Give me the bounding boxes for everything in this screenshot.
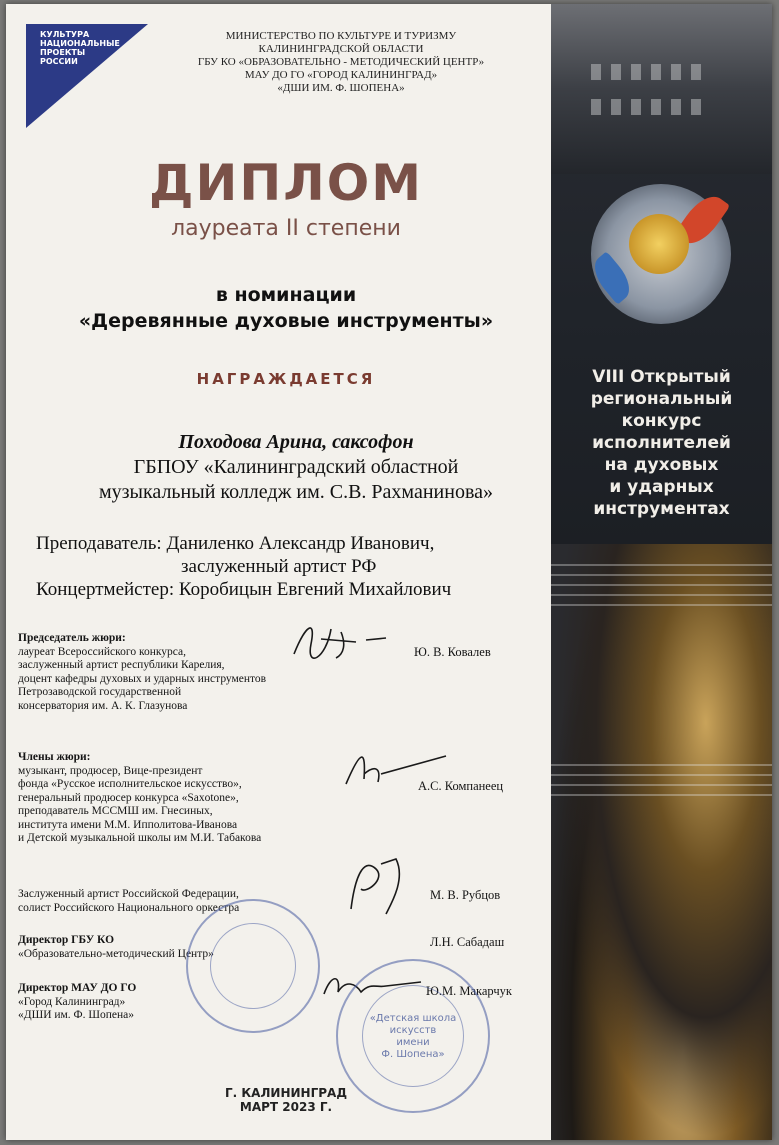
awarded-label: НАГРАЖДАЕТСЯ: [196, 370, 376, 388]
director-name: Ю.М. Макарчук: [426, 984, 512, 998]
jury-members-title: Члены жюри:: [18, 751, 91, 763]
winner-org: ГБПОУ «Калининградский областной: [133, 456, 459, 478]
contest-title: [559, 366, 764, 520]
nomination-label: в номинации: [215, 284, 357, 306]
director-block: [18, 982, 136, 1023]
jury-text: «ДШИ им. Ф. Шопена»: [18, 1009, 135, 1021]
logo-text: РОССИИ: [40, 57, 78, 66]
nomination: [46, 282, 526, 334]
date: МАРТ 2023 Г.: [239, 1100, 333, 1114]
header-line: КАЛИНИНГРАДСКОЙ ОБЛАСТИ: [258, 43, 424, 55]
header-line: ГБУ КО «ОБРАЗОВАТЕЛЬНО - МЕТОДИЧЕСКИЙ ЦЕНТР»: [197, 56, 485, 68]
decorative-panel: [551, 4, 772, 1140]
jury-text: Заслуженный артист Российской Федерации,: [18, 888, 239, 900]
signature-icon: [336, 849, 426, 919]
logo-text: ПРОЕКТЫ: [40, 48, 86, 57]
diploma-content: [6, 4, 551, 1140]
jury-text: «Город Калининград»: [18, 995, 126, 1008]
jury-chair-title: Председатель жюри:: [18, 632, 126, 644]
teacher-name: Преподаватель: Даниленко Александр Иванович,: [36, 533, 435, 554]
jury-chair: [18, 632, 266, 713]
jury-text: Петрозаводской государственной: [18, 686, 182, 698]
director-title: Директор ГБУ КО: [18, 934, 115, 946]
winner-org: музыкальный колледж им. С.В. Рахманинова»: [98, 481, 493, 503]
jury-member-name: А.С. Компанеец: [418, 779, 504, 793]
stamp-text: «Детская школа: [369, 1013, 457, 1024]
nomination-name: «Деревянные духовые инструменты»: [78, 310, 494, 332]
contest-line: конкурс: [621, 411, 702, 431]
omc-stamp-icon: [186, 899, 320, 1033]
jury-text: консерватория им. А. К. Глазунова: [18, 699, 188, 712]
header-line: «ДШИ ИМ. Ф. ШОПЕНА»: [277, 82, 405, 94]
jury-text: лауреат Всероссийского конкурса,: [18, 645, 187, 658]
stamp-text: имени: [396, 1037, 430, 1048]
contest-emblem-icon: [591, 184, 731, 324]
stamp-text: искусств: [389, 1025, 437, 1036]
winner-name: Походова Арина, саксофон: [178, 431, 414, 453]
jury-text: доцент кафедры духовых и ударных инструментов: [18, 672, 267, 685]
contest-line: инструментах: [593, 499, 730, 519]
school-building-image: [551, 4, 772, 174]
jury-chair-name: Ю. В. Ковалев: [414, 645, 491, 659]
contest-line: исполнителей: [592, 433, 731, 453]
winner-block: [66, 430, 526, 505]
jury-text: заслуженный артист республики Карелия,: [18, 659, 225, 671]
jury-member: [18, 888, 239, 915]
city: Г. КАЛИНИНГРАД: [224, 1086, 348, 1100]
logo-text: КУЛЬТУРА: [40, 30, 90, 39]
director-name: Л.Н. Сабадаш: [430, 935, 505, 949]
logo-text: НАЦИОНАЛЬНЫЕ: [40, 39, 120, 48]
contest-line: региональный: [590, 389, 733, 409]
jury-member-name: М. В. Рубцов: [430, 888, 501, 902]
stamp-text: Ф. Шопена»: [381, 1049, 445, 1060]
jury-text: солист Российского Национального оркестра: [18, 901, 240, 914]
diploma-degree: лауреата II степени: [171, 216, 401, 241]
jury-text: и Детской музыкальной школы им М.И. Табакова: [18, 832, 262, 844]
header-line: МАУ ДО ГО «ГОРОД КАЛИНИНГРАД»: [244, 69, 438, 81]
instruments-image: [551, 544, 772, 1140]
teacher-block: [36, 532, 546, 601]
place-date: [196, 1086, 376, 1114]
director-title: Директор МАУ ДО ГО: [18, 982, 137, 994]
signature-icon: [286, 614, 396, 664]
contest-line: и ударных: [609, 477, 714, 497]
jury-text: музыкант, продюсер, Вице-президент: [18, 764, 203, 777]
contest-line: VIII Открытый: [592, 367, 731, 387]
contest-line: на духовых: [604, 455, 719, 475]
jury-member: [18, 751, 261, 846]
jury-text: фонда «Русское исполнительское искусство»,: [18, 778, 242, 790]
jury-text: преподаватель МССМШ им. Гнесиных,: [18, 805, 213, 817]
jury-text: генеральный продюсер конкурса «Saxotone»,: [18, 791, 239, 804]
teacher-title: заслуженный артист РФ: [181, 556, 377, 577]
diploma-title: ДИПЛОМ: [148, 154, 423, 212]
diploma-sheet: [6, 4, 772, 1140]
jury-text: института имени М.М. Ипполитова-Иванова: [18, 818, 238, 831]
accompanist-name: Концертмейстер: Коробицын Евгений Михайлович: [36, 579, 452, 600]
national-projects-logo: [26, 24, 148, 128]
director-block: [18, 934, 214, 961]
signature-icon: [336, 744, 456, 794]
header-line: МИНИСТЕРСТВО ПО КУЛЬТУРЕ И ТУРИЗМУ: [225, 30, 457, 42]
organizers-header: [171, 30, 511, 95]
jury-text: «Образовательно-методический Центр»: [18, 947, 214, 960]
